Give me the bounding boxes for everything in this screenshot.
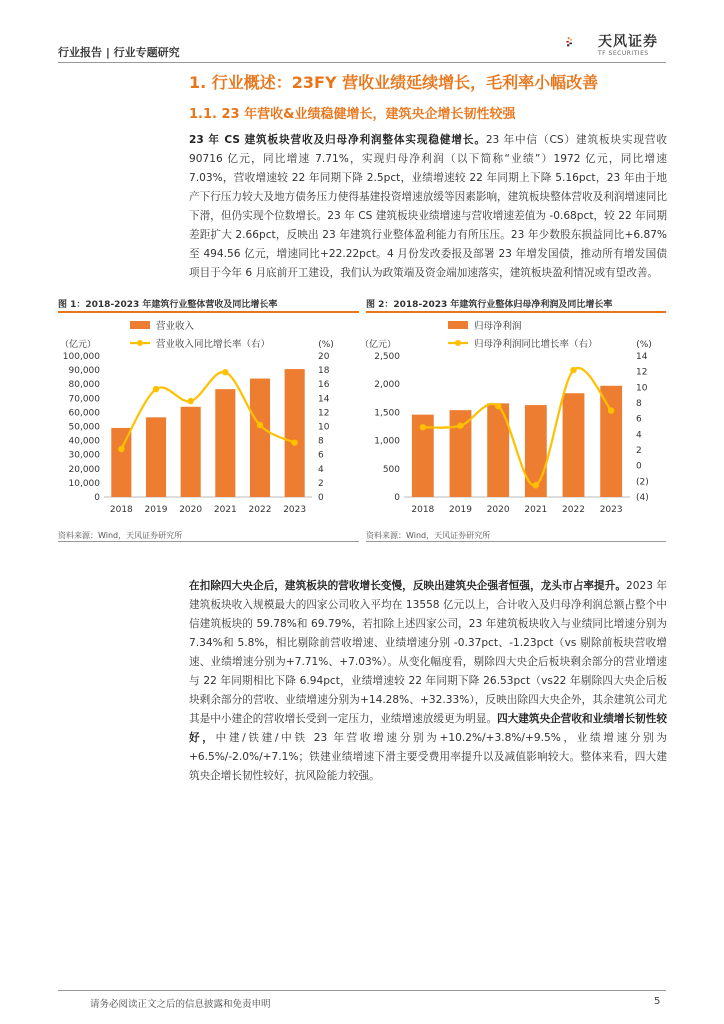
figure-1-title: 图 1：2018-2023 年建筑行业整体营收及同比增长率: [58, 300, 278, 310]
left-tick-label: 20,000: [68, 464, 100, 475]
header-divider: [58, 62, 666, 63]
figure-2-source: 资料来源：Wind，天风证券研究所: [366, 531, 491, 540]
paragraph-2-lead-2: 四大建筑央企营收和业绩增长韧性较好，: [189, 713, 667, 744]
footer-disclaimer: 请务必阅读正文之后的信息披露和免责申明: [90, 999, 271, 1010]
x-tick-label: 2018: [109, 505, 133, 515]
right-tick-label: 0: [636, 461, 642, 472]
left-tick-label: 60,000: [68, 408, 100, 419]
bar-2022: [250, 379, 270, 497]
section-heading: 1. 行业概述：23FY 营收业绩延续增长，毛利率小幅改善: [189, 73, 599, 92]
right-tick-label: 4: [636, 430, 642, 441]
legend-bar-label: 营业收入: [156, 321, 195, 332]
x-tick-label: 2021: [213, 505, 237, 515]
bar-2020: [181, 407, 201, 497]
paragraph-2-body: 2023 年建筑板块收入规模最大的四家公司收入平均在 13558 亿元以上，合计收入及归母净利润总额占整个中信建筑板块的 59.78%和 69.79%，若扣除上述四家公司，23 年建筑板块收入与业绩同比增速分别为 7.34%和 5.8%，相比剔除前营收增速、业绩增速分别 -0.37pct、-1.23pct（vs 剔除前板块营收增速、业绩增速分别为+7.71%、+7.03%）。从变化幅度看，剔除四大央企后板块剩余部分的营业增速与 22 年同期相比下降 6.94pct，业绩增速较 22 年同期下降 26.53pct（vs22 年剔除四大央企后板块剩余部分的营收、业绩增速分别为+14.28%、+32.33%），反映出除四大央企外，其余建筑公司尤其是中小建企的营收增长受到一定压力，业绩增速放缓更为明显。: [189, 580, 668, 725]
right-tick-label: 0: [318, 493, 324, 503]
paragraph-1: [189, 131, 667, 283]
bar-2021: [215, 389, 235, 497]
x-tick-label: 2021: [524, 505, 548, 515]
figure-1-source: 资料来源：Wind，天风证券研究所: [58, 531, 183, 540]
bar-2023: [600, 386, 622, 497]
right-tick-label: (2): [636, 477, 649, 488]
page-number: 5: [654, 996, 661, 1007]
left-tick-label: 1,500: [374, 408, 400, 419]
figure-2-chart: [359, 316, 666, 528]
subsection-heading: 1.1. 23 年营收&业绩稳健增长，建筑央企增长韧性较强: [189, 107, 516, 122]
bar-2022: [563, 393, 585, 497]
right-tick-label: 8: [318, 436, 324, 447]
right-tick-label: 12: [318, 408, 330, 419]
left-tick-label: 10,000: [68, 478, 100, 489]
x-tick-label: 2019: [449, 505, 472, 515]
right-tick-label: 8: [636, 399, 642, 409]
paragraph-2: [189, 577, 667, 786]
logo-name: 天风证券: [598, 34, 658, 50]
legend-line-marker: [455, 340, 461, 346]
company-logo: [566, 22, 596, 62]
right-tick-label: 10: [318, 422, 330, 433]
x-tick-label: 2018: [411, 505, 435, 515]
x-tick-label: 2020: [179, 505, 203, 515]
left-tick-label: 0: [394, 493, 400, 503]
left-tick-label: 500: [382, 464, 400, 475]
right-tick-label: 10: [636, 383, 648, 394]
legend-line-label: 营业收入同比增长率（右）: [156, 339, 271, 350]
legend-line-marker: [137, 340, 143, 346]
legend-bar-label: 归母净利润: [474, 321, 522, 332]
left-tick-label: 2,500: [374, 352, 400, 362]
left-tick-label: 2,000: [374, 380, 400, 391]
legend-bar-swatch: [130, 321, 150, 329]
paragraph-1-lead: 23 年 CS 建筑板块营收及归母净利润整体实现稳健增长。: [189, 134, 486, 146]
left-tick-label: 40,000: [68, 436, 100, 447]
growth-point-2020: [495, 403, 501, 409]
x-tick-label: 2023: [283, 505, 307, 515]
left-tick-label: 90,000: [68, 366, 100, 377]
figure-2-bottom-rule: [366, 541, 666, 542]
bar-2019: [146, 417, 166, 497]
left-tick-label: 50,000: [68, 422, 100, 433]
growth-point-2021: [222, 369, 228, 375]
growth-point-2019: [457, 423, 463, 429]
growth-point-2018: [118, 446, 124, 452]
right-tick-label: (4): [636, 493, 649, 503]
figure-2-title: 图 2：2018-2023 年建筑行业整体归母净利润及同比增长率: [366, 300, 613, 310]
left-tick-label: 30,000: [68, 450, 100, 461]
left-axis-unit: （亿元）: [59, 340, 96, 350]
right-axis-unit: (%): [318, 340, 334, 350]
right-tick-label: 18: [318, 366, 330, 377]
left-tick-label: 1,000: [374, 436, 400, 447]
figure-1-rule: [58, 311, 359, 313]
right-tick-label: 14: [636, 352, 648, 362]
right-tick-label: 2: [636, 446, 642, 456]
x-tick-label: 2022: [562, 505, 585, 515]
paragraph-1-body: 23 年中信（CS）建筑板块实现营收 90716 亿元，同比增速 7.71%，实现归母净利润（以下简称“业绩”）1972 亿元，同比增速 7.03%，营收增速较 22 年同期下降 2.5pct，业绩增速较 22 年同期上下降 5.16pct，23 年由于地产下行压力较大及地方债务压力使得基建投资增速放缓等因素影响，建筑板块整体营收及利润增速同比下滑，但仍实现个位数增长。23 年 CS 建筑板块业绩增速与营收增速差值为 -0.68pct，较 22 年同期差距扩大 2.66pct，反映出 23 年建筑行业整体盈利能力有所压压。23 年少数股东损益同比+6.87%至 494.56 亿元，增速同比+22.22pct。4 月份发改委报及部署 23 年增发国债，推动所有增发国债项目于今年 6 月底前开工建设，我们认为政策端及资金端加速落实，建筑板块盈利情况或有望改善。: [189, 134, 668, 279]
x-tick-label: 2019: [144, 505, 168, 515]
bar-2018: [111, 428, 131, 497]
x-tick-label: 2022: [248, 505, 272, 515]
figure-1-chart: [58, 316, 359, 528]
right-tick-label: 12: [636, 367, 648, 378]
growth-point-2020: [187, 398, 193, 404]
growth-point-2019: [153, 386, 159, 392]
right-tick-label: 20: [318, 352, 330, 362]
figure-2-rule: [366, 311, 666, 313]
left-tick-label: 80,000: [68, 380, 100, 391]
left-tick-label: 0: [94, 493, 100, 503]
right-tick-label: 14: [318, 394, 330, 405]
report-category: 行业报告 | 行业专题研究: [58, 46, 180, 59]
right-tick-label: 6: [318, 450, 324, 461]
x-tick-label: 2020: [486, 505, 510, 515]
growth-point-2018: [420, 424, 426, 430]
x-tick-label: 2023: [599, 505, 623, 515]
right-tick-label: 16: [318, 380, 330, 391]
legend-bar-swatch: [448, 321, 468, 329]
logo-english: TF SECURITIES: [598, 50, 649, 57]
growth-point-2023: [291, 439, 297, 445]
paragraph-2-lead: 在扣除四大央企后，建筑板块的营收增长变慢，反映出建筑央企强者恒强，龙头市占率提升。: [189, 580, 627, 592]
right-axis-unit: (%): [636, 340, 652, 350]
left-tick-label: 100,000: [62, 352, 100, 362]
right-tick-label: 4: [318, 464, 324, 475]
right-tick-label: 6: [636, 414, 642, 425]
figure-1-bottom-rule: [58, 541, 359, 542]
growth-point-2022: [570, 367, 576, 373]
left-axis-unit: （亿元）: [359, 340, 396, 350]
left-tick-label: 70,000: [68, 394, 100, 405]
legend-line-label: 归母净利润同比增长率（右）: [474, 339, 598, 350]
growth-point-2023: [608, 407, 614, 413]
growth-point-2021: [533, 482, 539, 488]
growth-point-2022: [257, 422, 263, 428]
bar-2023: [285, 369, 305, 497]
footer-divider: [58, 990, 666, 991]
right-tick-label: 2: [318, 478, 324, 489]
paragraph-2-body-2: 中建/铁建/中铁 23 年营收增速分别为+10.2%/+3.8%/+9.5%，业绩增速分别为+6.5%/-2.0%/+7.1%；铁建业绩增速下滑主要受费用率提升以及减值影响较大。整体来看，四大建筑央企增长韧性较好，抗风险能力较强。: [189, 732, 667, 782]
